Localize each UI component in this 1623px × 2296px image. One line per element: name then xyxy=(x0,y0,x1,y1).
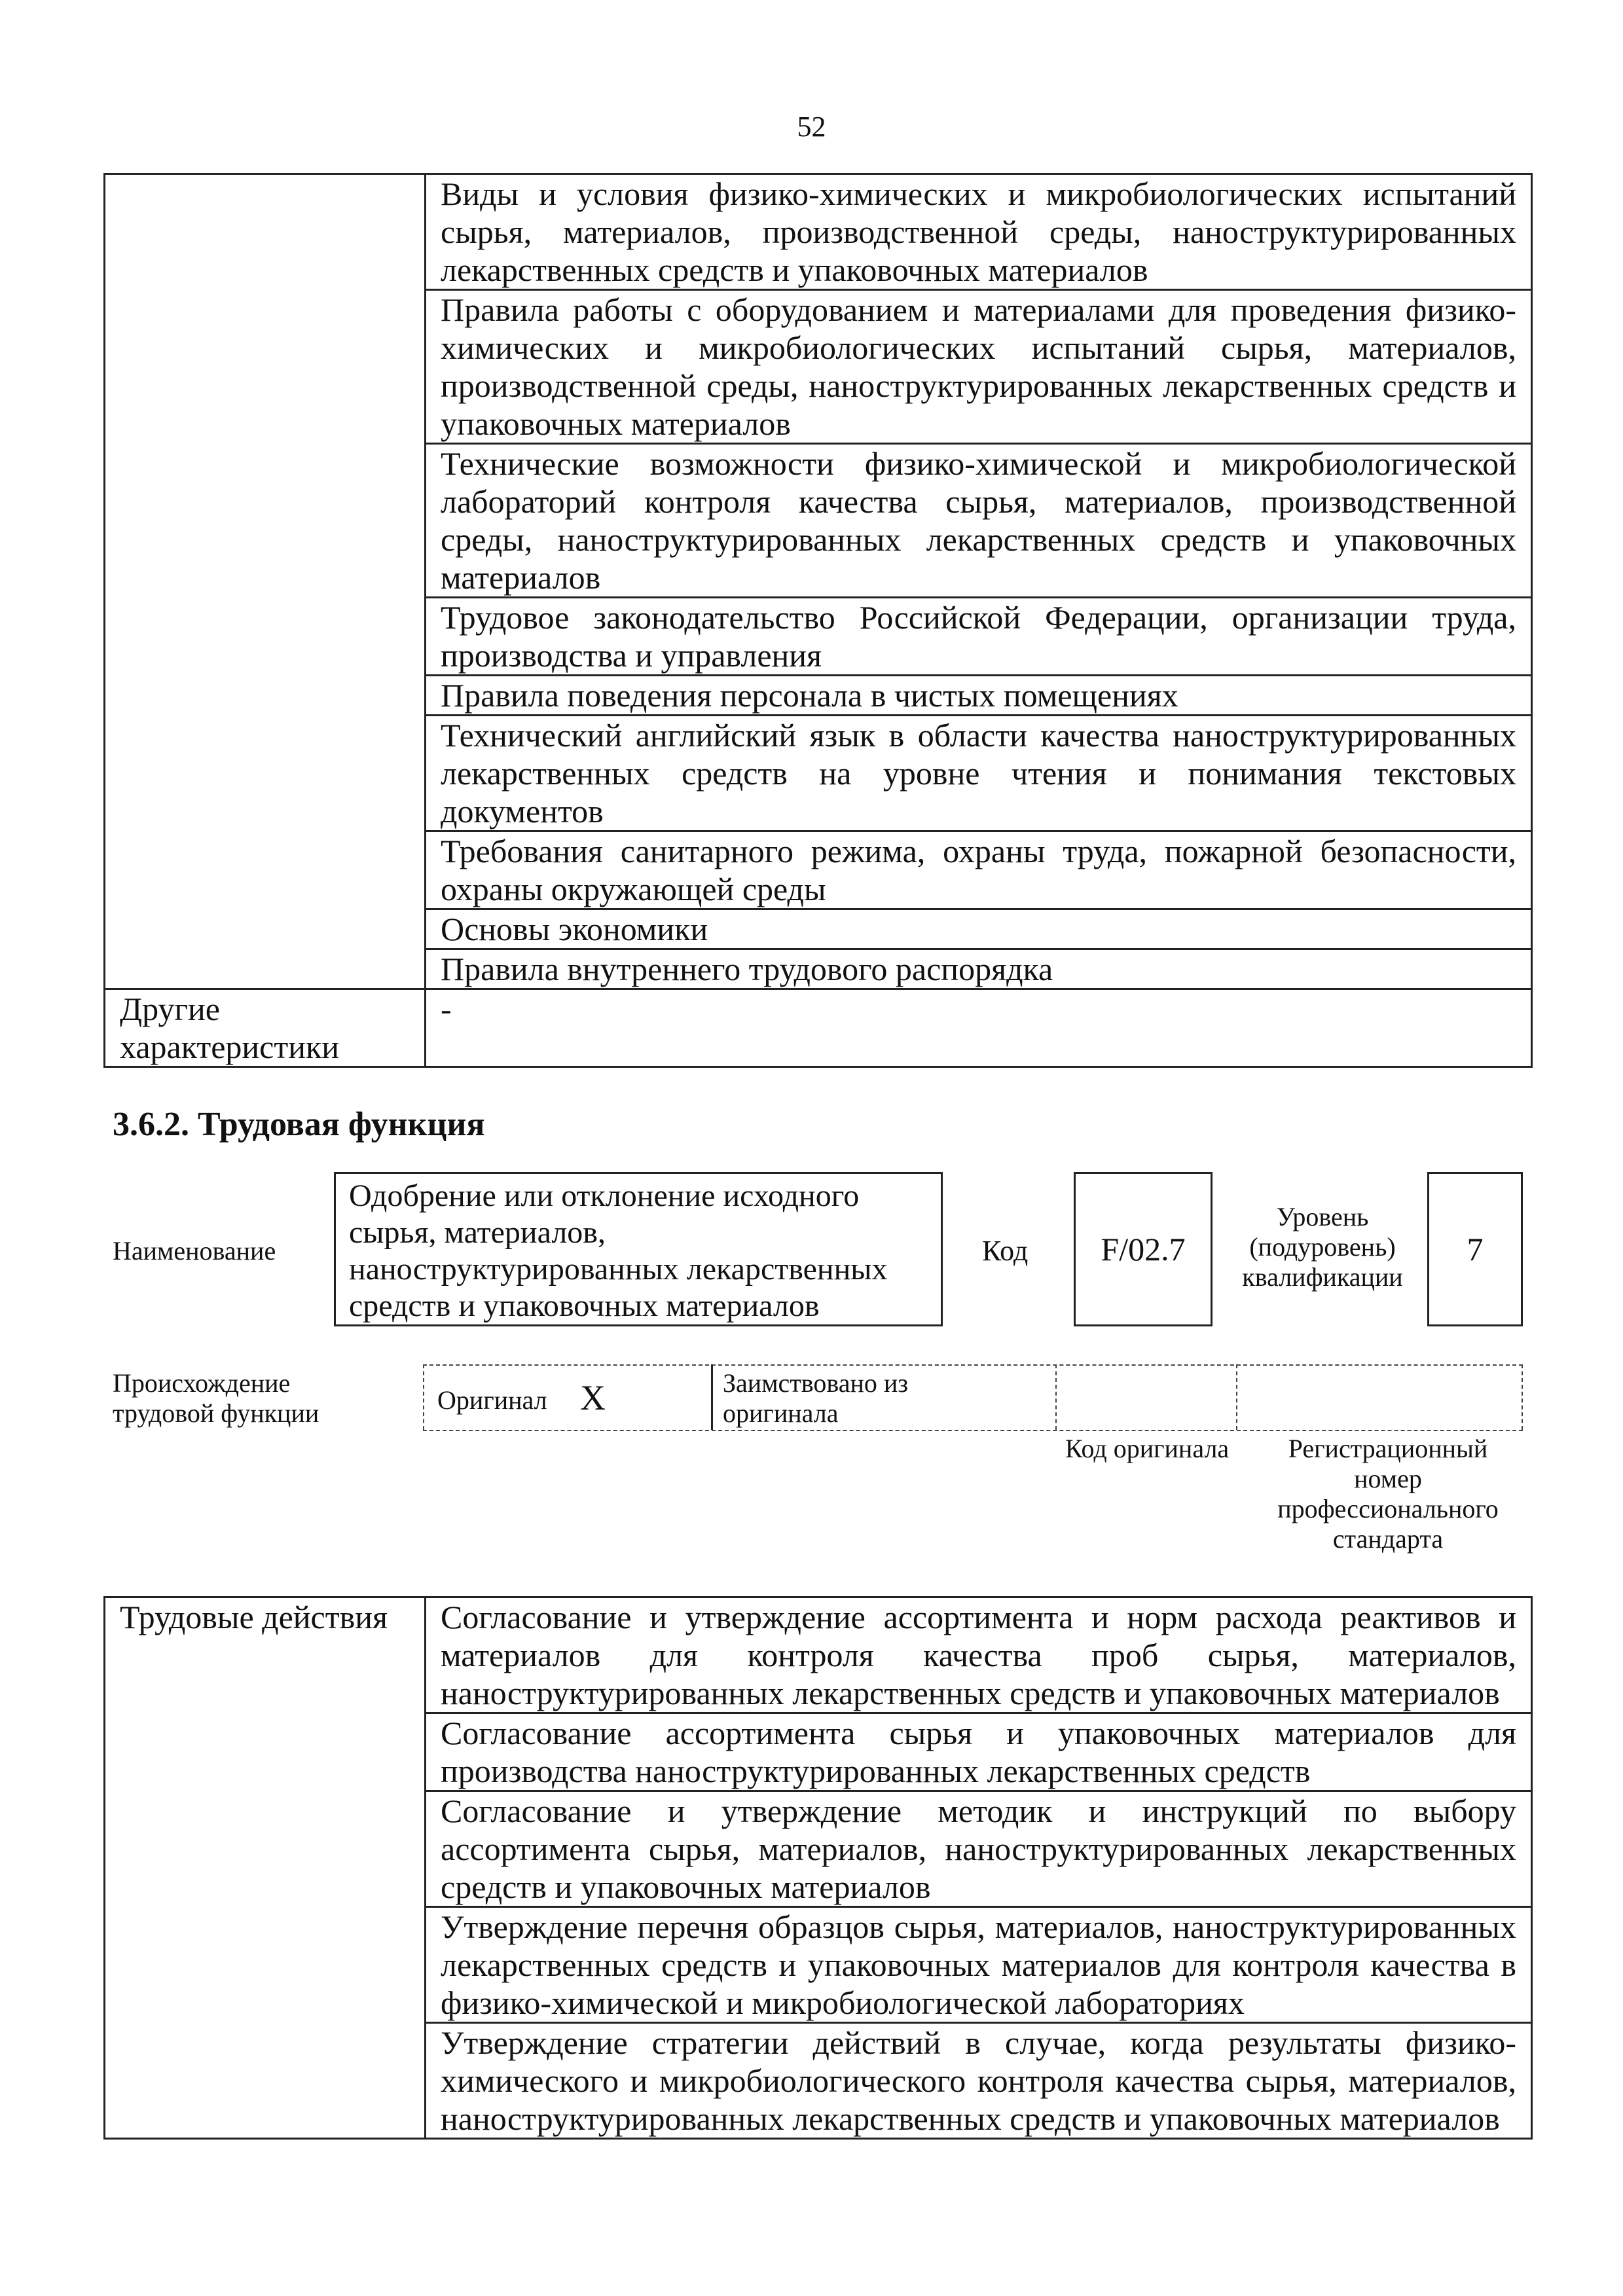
action-row: Согласование и утверждение ассортимента и норм расхода реактивов и материалов для контроля качества проб сырья, материалов, наноструктурированных лекарственных средств и упаковочных материалов xyxy=(426,1597,1532,1713)
origin-divider xyxy=(1522,1364,1523,1430)
knowledge-row: Правила внутреннего трудового распорядка xyxy=(426,949,1532,989)
origin-divider xyxy=(1236,1364,1237,1430)
code-value: F/02.7 xyxy=(1074,1172,1213,1326)
knowledge-row: Требования санитарного режима, охраны труда, пожарной безопасности, охраны окружающей среды xyxy=(426,831,1532,909)
origin-top-line xyxy=(423,1364,1523,1366)
knowledge-row: Трудовое законодательство Российской Федерации, организации труда, производства и управления xyxy=(426,598,1532,676)
knowledge-row: Технические возможности физико-химической и микробиологической лабораторий контроля качества сырья, материалов, производственной среды, наноструктурированных лекарственных средств и упаковочных материалов xyxy=(426,444,1532,598)
page-number: 52 xyxy=(797,111,826,143)
knowledge-label-cell xyxy=(105,174,426,989)
origin-bottom-line xyxy=(423,1430,1523,1431)
origin-divider xyxy=(711,1364,713,1430)
code-label: Код xyxy=(982,1235,1029,1267)
knowledge-row: Правила поведения персонала в чистых помещениях xyxy=(426,676,1532,716)
name-label: Наименование xyxy=(113,1236,276,1266)
function-name: Одобрение или отклонение исходного сырья, материалов, наноструктурированных лекарственных средств и упаковочных материалов xyxy=(334,1172,943,1326)
knowledge-row: Виды и условия физико-химических и микробиологических испытаний сырья, материалов, производственной среды, наноструктурированных лекарственных средств и упаковочных материалов xyxy=(426,174,1532,290)
origin-divider xyxy=(1055,1364,1057,1430)
actions-label: Трудовые действия xyxy=(105,1597,426,2139)
reg-number-caption: Регистрационный номер профессионального стандарта xyxy=(1277,1434,1499,1554)
action-row: Согласование и утверждение методик и инструкций по выбору ассортимента сырья, материалов, наноструктурированных лекарственных средств и упаковочных материалов xyxy=(426,1791,1532,1907)
original-mark: X xyxy=(580,1378,606,1417)
level-value: 7 xyxy=(1427,1172,1523,1326)
action-row: Утверждение стратегии действий в случае, когда результаты физико-химического и микробиологического контроля качества сырья, материалов, наноструктурированных лекарственных средств и упаковочных материалов xyxy=(426,2023,1532,2139)
other-characteristics-label: Другие характеристики xyxy=(105,989,426,1067)
action-row: Утверждение перечня образцов сырья, материалов, наноструктурированных лекарственных средств и упаковочных материалов для контроля качества в физико-химической и микробиологической лабораториях xyxy=(426,1907,1532,2023)
knowledge-row: Технический английский язык в области качества наноструктурированных лекарственных средств на уровне чтения и понимания текстовых документов xyxy=(426,716,1532,831)
other-characteristics-value: - xyxy=(426,989,1532,1067)
code-original-caption: Код оригинала xyxy=(1065,1434,1230,1463)
knowledge-row: Правила работы с оборудованием и материалами для проведения физико-химических и микробиологических испытаний сырья, материалов, производственной среды, наноструктурированных лекарственных средств и упаковочных материалов xyxy=(426,290,1532,444)
knowledge-row: Основы экономики xyxy=(426,909,1532,949)
original-label: Оригинал xyxy=(437,1385,547,1415)
actions-table xyxy=(103,1596,1533,2140)
level-label: Уровень (подуровень) квалификации xyxy=(1242,1202,1403,1292)
action-row: Согласование ассортимента сырья и упаковочных материалов для производства наноструктурированных лекарственных средств xyxy=(426,1713,1532,1791)
borrowed-label: Заимствовано из оригинала xyxy=(723,1368,909,1428)
section-heading: 3.6.2. Трудовая функция xyxy=(113,1106,485,1143)
knowledge-table xyxy=(103,173,1533,1068)
origin-divider xyxy=(423,1364,424,1430)
origin-label: Происхождение трудовой функции xyxy=(113,1368,319,1428)
